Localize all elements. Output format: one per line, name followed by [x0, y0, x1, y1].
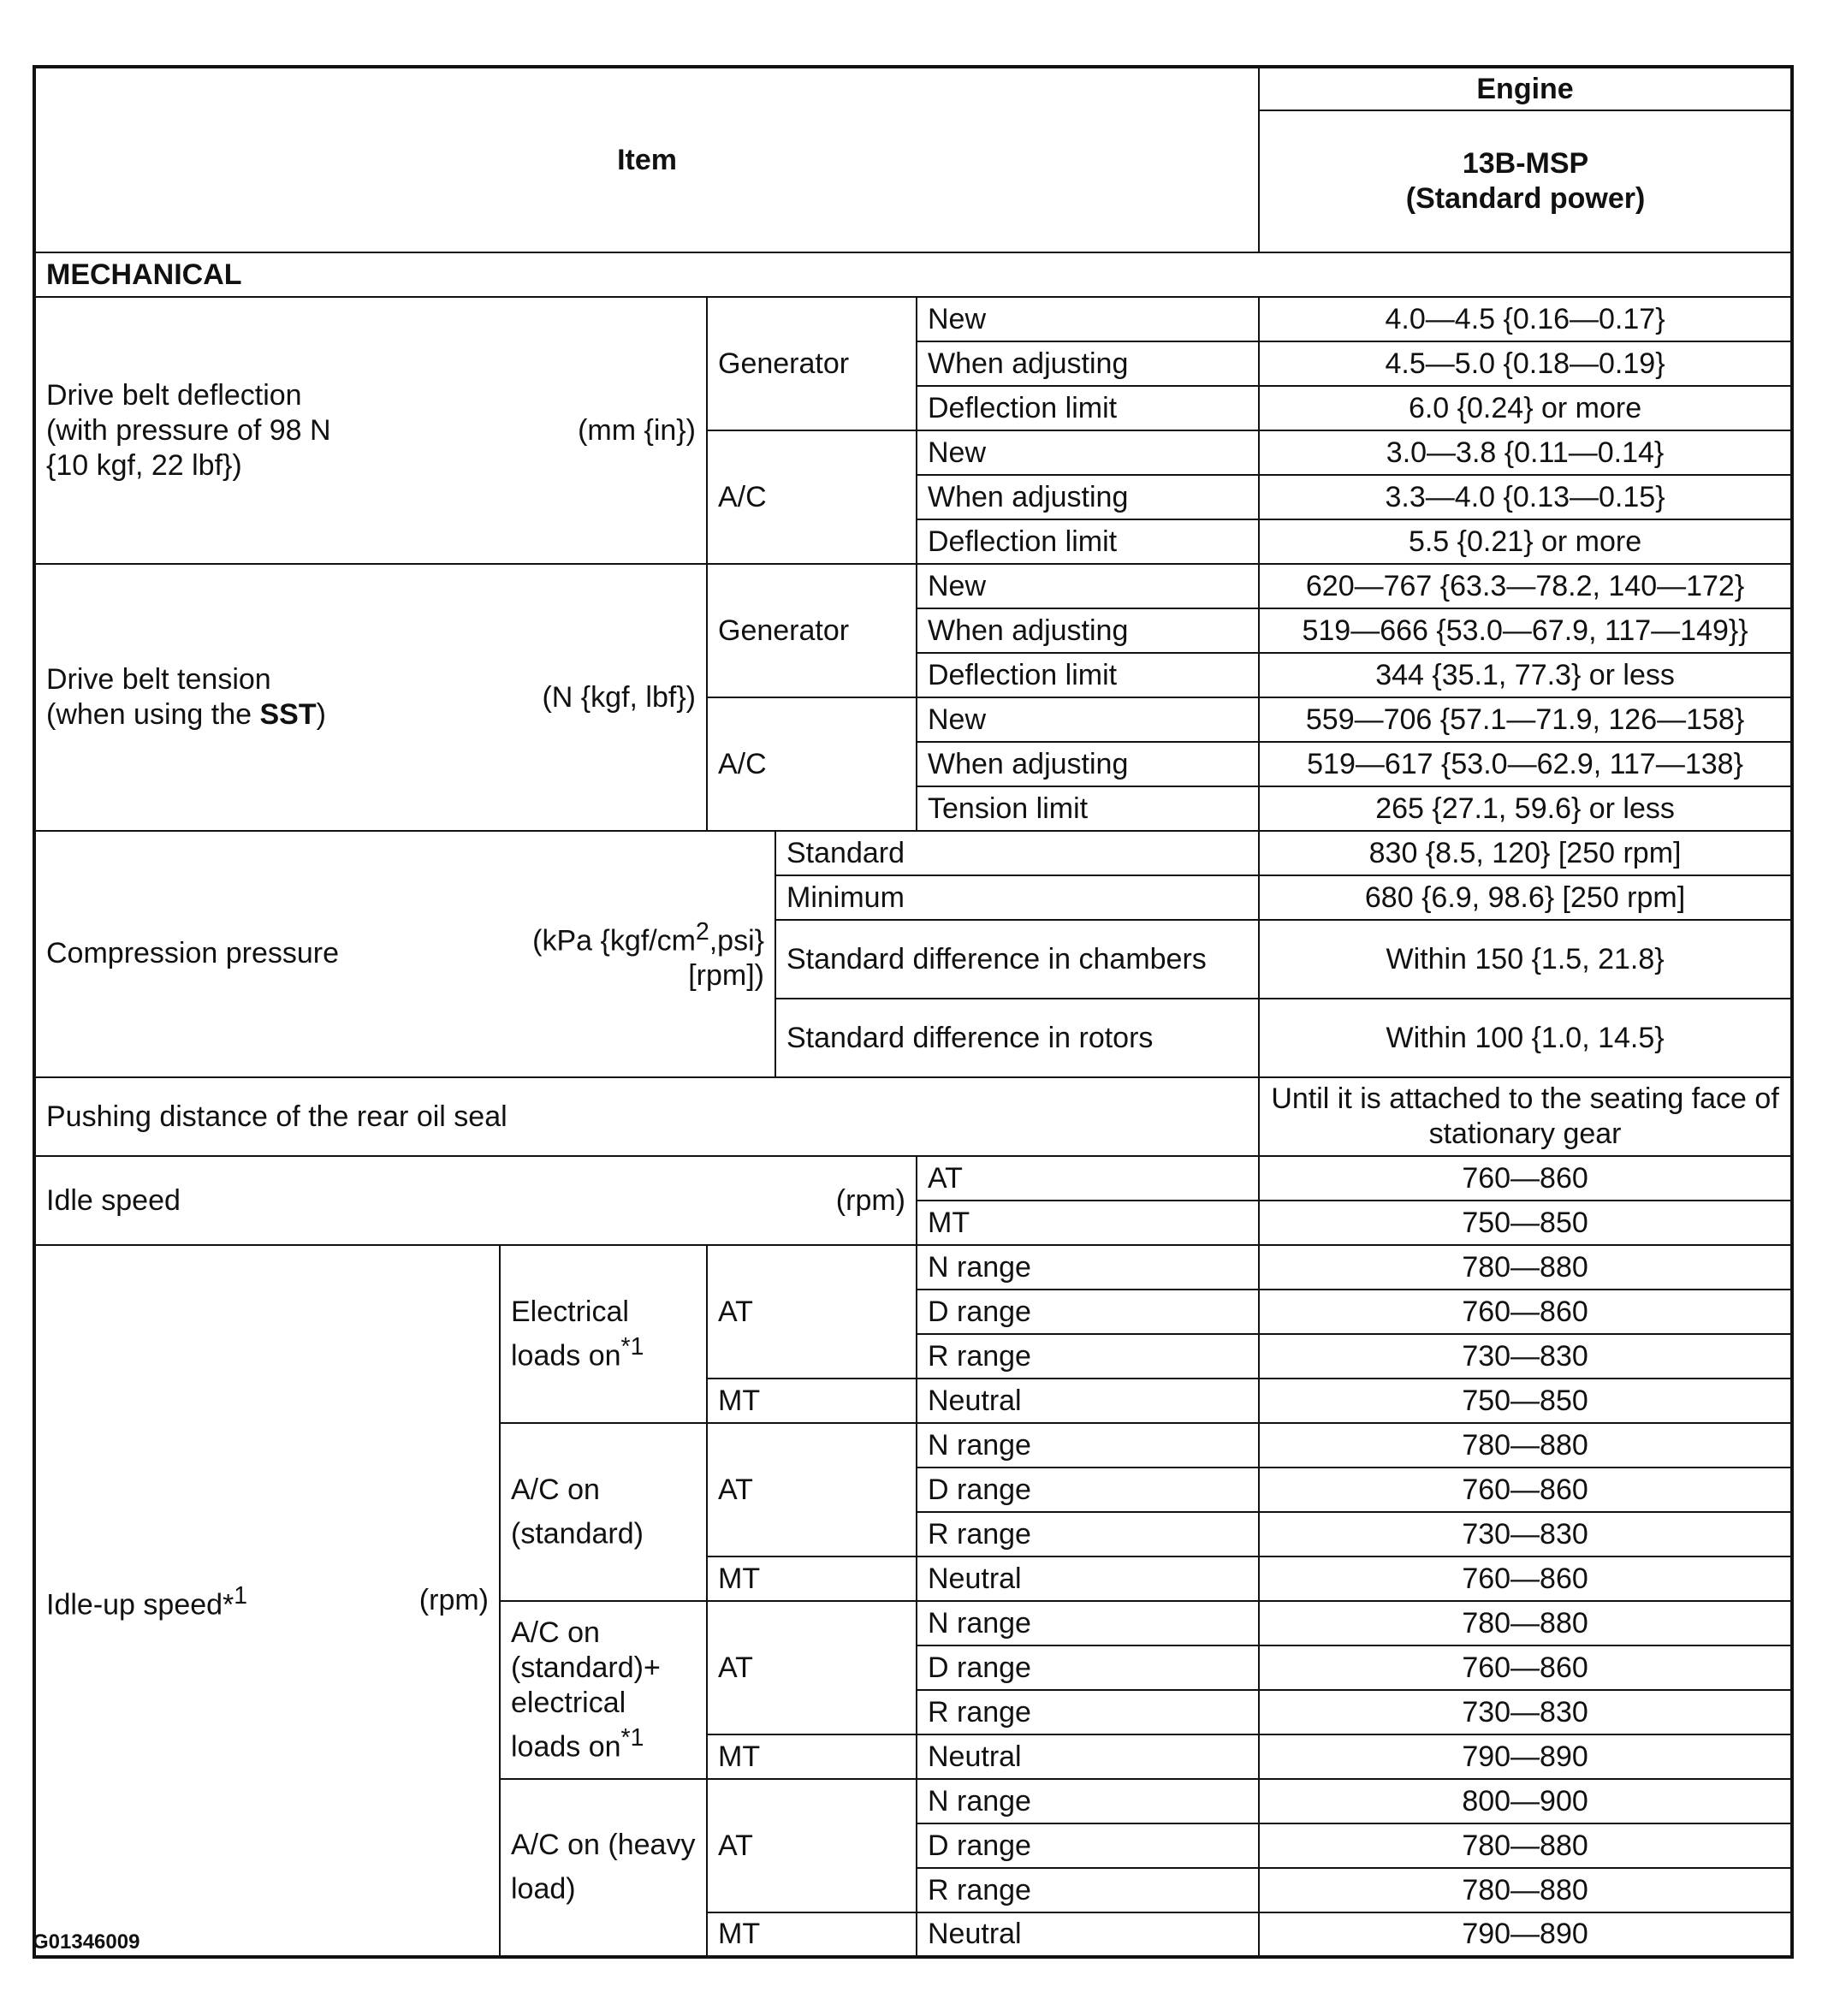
value-cell: 760—860	[1259, 1468, 1792, 1512]
value-cell: Within 100 {1.0, 14.5}	[1259, 999, 1792, 1077]
value-cell: 780—880	[1259, 1245, 1792, 1290]
at-label: AT	[707, 1779, 917, 1912]
value-cell: 265 {27.1, 59.6} or less	[1259, 786, 1792, 831]
deflection-label: Drive belt deflection (with pressure of 98 N {10 kgf, 22 lbf}) (mm {in})	[34, 297, 707, 564]
value-cell: 760—860	[1259, 1290, 1792, 1334]
tension-ac: A/C	[707, 697, 917, 831]
mt-label: MT	[707, 1379, 917, 1423]
at-label: AT	[707, 1601, 917, 1734]
figure-id: G01346009	[33, 1930, 140, 1954]
value-cell: 830 {8.5, 120} [250 rpm]	[1259, 831, 1792, 875]
range-cell: N range	[917, 1601, 1259, 1645]
condition-cell: New	[917, 430, 1259, 475]
range-cell: R range	[917, 1512, 1259, 1556]
range-cell: Neutral	[917, 1379, 1259, 1423]
value-cell: Within 150 {1.5, 21.8}	[1259, 920, 1792, 999]
range-cell: R range	[917, 1334, 1259, 1379]
mt-label: MT	[707, 1912, 917, 1957]
tension-unit: (N {kgf, lbf})	[542, 680, 696, 714]
range-cell: R range	[917, 1868, 1259, 1912]
value-cell: 620—767 {63.3—78.2, 140—172}	[1259, 564, 1792, 608]
range-cell: D range	[917, 1468, 1259, 1512]
value-cell: 780—880	[1259, 1601, 1792, 1645]
value-cell: 730—830	[1259, 1512, 1792, 1556]
condition-cell: Standard difference in chambers	[775, 920, 1259, 999]
range-cell: Neutral	[917, 1912, 1259, 1957]
deflection-unit: (mm {in})	[578, 413, 696, 447]
idle-up-group-label: Electrical loads $on^{*1}$	[500, 1245, 707, 1423]
condition-cell: Standard difference in rotors	[775, 999, 1259, 1077]
idle-label: Idle speed (rpm)	[34, 1156, 917, 1245]
range-cell: R range	[917, 1690, 1259, 1734]
mt-label: MT	[707, 1556, 917, 1601]
value-cell: 519—666 {53.0—67.9, 117—149}}	[1259, 608, 1792, 653]
value-cell: 6.0 {0.24} or more	[1259, 386, 1792, 430]
idle-up-group-label: A/C on (heavy load)	[500, 1779, 707, 1957]
idle-up-group-label: A/C on (standard)+ electrical loads $on^{*1}$	[500, 1601, 707, 1779]
value-cell: 780—880	[1259, 1423, 1792, 1468]
value-cell: 780—880	[1259, 1868, 1792, 1912]
condition-cell: New	[917, 297, 1259, 341]
condition-cell: MT	[917, 1201, 1259, 1245]
condition-cell: When adjusting	[917, 742, 1259, 786]
value-cell: 760—860	[1259, 1645, 1792, 1690]
range-cell: N range	[917, 1423, 1259, 1468]
condition-cell: Tension limit	[917, 786, 1259, 831]
mt-label: MT	[707, 1734, 917, 1779]
value-cell: 730—830	[1259, 1334, 1792, 1379]
value-cell: 730—830	[1259, 1690, 1792, 1734]
range-cell: D range	[917, 1290, 1259, 1334]
value-cell: 790—890	[1259, 1734, 1792, 1779]
condition-cell: AT	[917, 1156, 1259, 1201]
range-cell: N range	[917, 1779, 1259, 1823]
section-mechanical: MECHANICAL	[34, 252, 1792, 297]
spec-table-container	[33, 65, 1790, 1959]
value-cell: 4.0—4.5 {0.16—0.17}	[1259, 297, 1792, 341]
condition-cell: New	[917, 564, 1259, 608]
compression-unit: (kPa $\{kgf/cm^2,psi\}$ [rpm])	[532, 917, 764, 993]
value-cell: 790—890	[1259, 1912, 1792, 1957]
value-cell: 5.5 {0.21} or more	[1259, 519, 1792, 564]
condition-cell: Minimum	[775, 875, 1259, 920]
header-engine: Engine	[1259, 67, 1792, 110]
range-cell: Neutral	[917, 1556, 1259, 1601]
idle-up-unit: (rpm)	[418, 1583, 489, 1616]
rear-seal-label: Pushing distance of the rear oil seal	[34, 1077, 1259, 1156]
idle-up-label: Idle-up speed*$^1$ (rpm)	[34, 1245, 500, 1957]
range-cell: D range	[917, 1823, 1259, 1868]
at-label: AT	[707, 1423, 917, 1556]
condition-cell: Deflection limit	[917, 519, 1259, 564]
value-cell: 4.5—5.0 {0.18—0.19}	[1259, 341, 1792, 386]
header-item: Item	[34, 67, 1259, 252]
deflection-generator: Generator	[707, 297, 917, 430]
header-standard-power: 13B-MSP (Standard power)	[1259, 110, 1792, 252]
value-cell: 750—850	[1259, 1379, 1792, 1423]
tension-label: Drive belt tension (when using the SST) (N {kgf, lbf})	[34, 564, 707, 831]
range-cell: D range	[917, 1645, 1259, 1690]
value-cell: 800—900	[1259, 1779, 1792, 1823]
range-cell: Neutral	[917, 1734, 1259, 1779]
condition-cell: When adjusting	[917, 341, 1259, 386]
deflection-ac: A/C	[707, 430, 917, 564]
value-cell: 559—706 {57.1—71.9, 126—158}	[1259, 697, 1792, 742]
condition-cell: When adjusting	[917, 475, 1259, 519]
condition-cell: Deflection limit	[917, 386, 1259, 430]
condition-cell: Deflection limit	[917, 653, 1259, 697]
value-cell: 680 {6.9, 98.6} [250 rpm]	[1259, 875, 1792, 920]
sst-term: SST	[259, 698, 317, 731]
idle-unit: (rpm)	[835, 1183, 905, 1217]
value-cell: 760—860	[1259, 1156, 1792, 1201]
value-cell: 760—860	[1259, 1556, 1792, 1601]
tension-generator: Generator	[707, 564, 917, 697]
idle-up-group-label: A/C on (standard)	[500, 1423, 707, 1601]
rear-seal-value: Until it is attached to the seating face of stationary gear	[1259, 1077, 1792, 1156]
value-cell: 344 {35.1, 77.3} or less	[1259, 653, 1792, 697]
at-label: AT	[707, 1245, 917, 1379]
value-cell: 3.3—4.0 {0.13—0.15}	[1259, 475, 1792, 519]
condition-cell: Standard	[775, 831, 1259, 875]
condition-cell: New	[917, 697, 1259, 742]
compression-label: Compression pressure (kPa $\{kgf/cm^2,psi\}$ [rpm])	[34, 831, 775, 1077]
specification-table	[33, 65, 1794, 1959]
value-cell: 3.0—3.8 {0.11—0.14}	[1259, 430, 1792, 475]
value-cell: 780—880	[1259, 1823, 1792, 1868]
value-cell: 750—850	[1259, 1201, 1792, 1245]
condition-cell: When adjusting	[917, 608, 1259, 653]
range-cell: N range	[917, 1245, 1259, 1290]
value-cell: 519—617 {53.0—62.9, 117—138}	[1259, 742, 1792, 786]
